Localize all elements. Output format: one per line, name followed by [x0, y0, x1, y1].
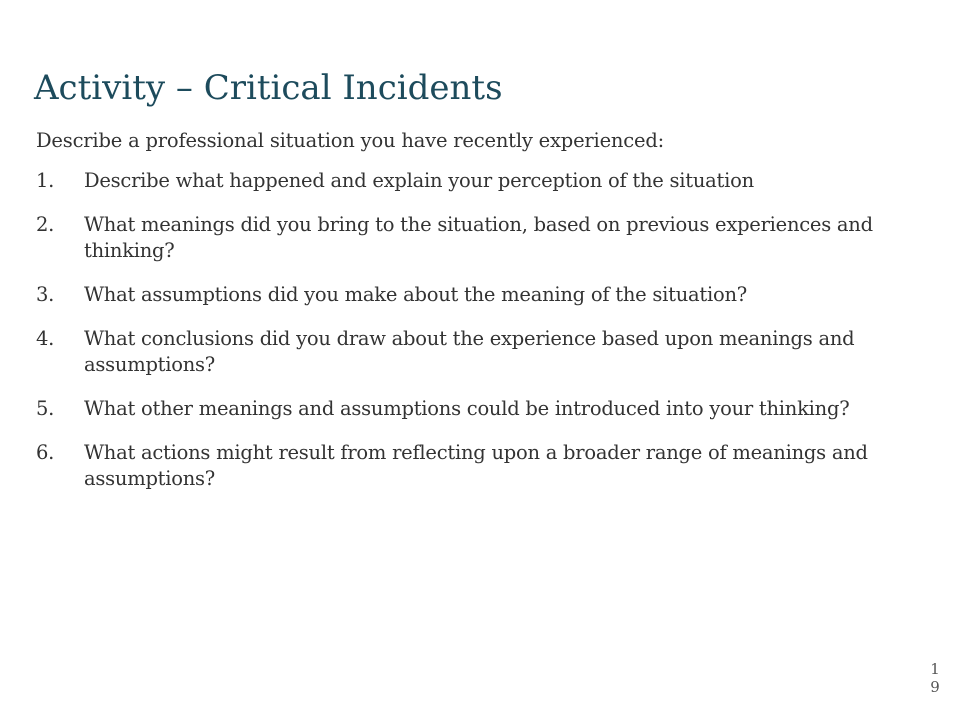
list-item-number: 2. — [36, 213, 55, 236]
list-item-text: What conclusions did you draw about the experience based upon meanings and assumptions? — [84, 327, 855, 376]
list-item — [36, 326, 916, 378]
list-item-number: 1. — [36, 169, 55, 192]
list-item-text: What other meanings and assumptions could be introduced into your thinking? — [84, 397, 850, 420]
list-item-text: Describe what happened and explain your perception of the situation — [84, 169, 754, 192]
list-item-text: What meanings did you bring to the situation, based on previous experiences and thinking? — [84, 213, 873, 262]
slide-body — [36, 128, 916, 510]
page-number: 19 — [930, 660, 940, 696]
list-item-text: What actions might result from reflecting upon a broader range of meanings and assumptions? — [84, 441, 868, 490]
list-item-number: 5. — [36, 397, 55, 420]
list-item — [36, 212, 916, 264]
list-item-number: 3. — [36, 283, 55, 306]
list-item — [36, 396, 916, 422]
list-item — [36, 168, 916, 194]
list-item-number: 6. — [36, 441, 55, 464]
list-item-number: 4. — [36, 327, 55, 350]
list-item — [36, 440, 916, 492]
slide-title: Activity – Critical Incidents — [34, 68, 503, 108]
list-item-text: What assumptions did you make about the meaning of the situation? — [84, 283, 747, 306]
question-list — [36, 168, 916, 492]
list-item — [36, 282, 916, 308]
intro-text: Describe a professional situation you have recently experienced: — [36, 129, 665, 152]
